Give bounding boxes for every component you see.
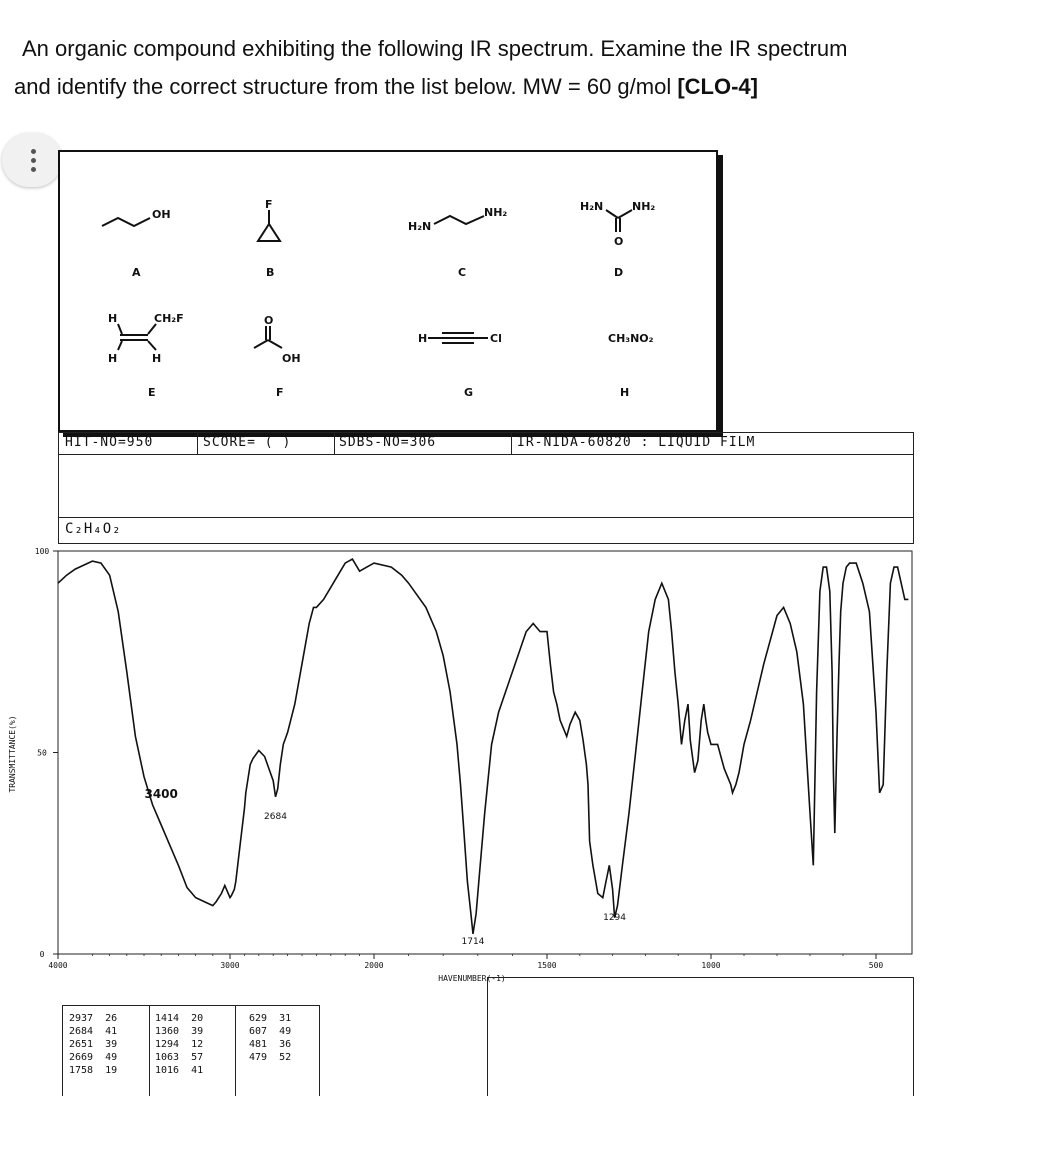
structure-label: NH₂: [484, 206, 508, 219]
peak-annotation: 1714: [461, 937, 485, 947]
peak-table-row: 2684 41: [69, 1026, 118, 1037]
peak-table-row: 2651 39: [69, 1039, 118, 1050]
header-formula-divider: [59, 517, 913, 518]
x-axis-label: HAVENUMBER(-1): [438, 974, 506, 983]
structure-e-bond: [148, 341, 156, 350]
score: SCORE= ( ): [203, 435, 292, 450]
structure-label: Cl: [490, 332, 502, 345]
y-axis-label: TRANSMITTANCE(%): [8, 715, 17, 793]
peak-table-row: 2669 49: [69, 1052, 118, 1063]
hit-number: HIT-NO=950: [65, 435, 154, 450]
structure-label: CH₃NO₂: [608, 332, 654, 345]
peak-annotation: 2684: [264, 812, 287, 822]
peak-table-divider: [149, 1006, 150, 1096]
peak-table-row: 481 36: [243, 1039, 292, 1050]
structure-f-bond: [268, 340, 282, 348]
structures-drawing: [60, 152, 716, 430]
x-tick-label: 4000: [48, 961, 68, 970]
peak-table-column: [155, 1012, 203, 1077]
structure-e-bond: [148, 324, 156, 334]
structure-label: NH₂: [632, 200, 656, 213]
x-tick-label: 3000: [220, 961, 240, 970]
peak-table-column: [243, 1012, 291, 1064]
structure-b-ring: [258, 224, 280, 241]
structure-label: H: [418, 332, 428, 345]
more-options-button[interactable]: [2, 133, 62, 187]
header-row-divider: [59, 454, 913, 455]
ir-nida-info: IR-NIDA-60820 : LIQUID FILM: [517, 435, 756, 450]
structure-letter: B: [266, 266, 275, 279]
peak-annotation: 3400: [144, 787, 178, 801]
x-tick-label: 2000: [364, 961, 384, 970]
structure-letter: E: [148, 386, 156, 399]
structure-letter: G: [464, 386, 474, 399]
structure-letter: D: [614, 266, 624, 279]
structure-a-bonds: [102, 218, 150, 226]
dot-icon: [31, 158, 36, 163]
structure-label: F: [265, 198, 273, 211]
question-line-2: [14, 74, 758, 99]
plot-frame: [58, 551, 912, 954]
structure-label: O: [614, 235, 624, 248]
structure-f-bond: [254, 340, 268, 348]
peak-table-row: 607 49: [243, 1026, 292, 1037]
structure-letter: C: [458, 266, 467, 279]
structure-letter: A: [132, 266, 141, 279]
peak-table-row: 1758 19: [69, 1065, 118, 1076]
peak-table-row: 1016 41: [155, 1065, 204, 1076]
header-divider: [334, 433, 335, 454]
y-tick-label: 50: [37, 748, 47, 758]
structure-label: CH₂F: [154, 312, 184, 325]
structure-label: H: [108, 352, 118, 365]
question-line-1: An organic compound exhibiting the following IR spectrum. Examine the IR spectrum: [22, 36, 848, 61]
structure-e-bond: [118, 341, 122, 350]
y-tick-label: 100: [34, 547, 50, 556]
structure-label: H: [108, 312, 118, 325]
structure-letter: H: [620, 386, 630, 399]
notes-box: [487, 977, 914, 1096]
structures-panel: [58, 150, 718, 432]
structure-label: H₂N: [580, 200, 604, 213]
peak-table-row: 1294 12: [155, 1039, 204, 1050]
question-text: [14, 30, 1044, 106]
header-divider: [197, 433, 198, 454]
peak-table-column: [69, 1012, 117, 1077]
transmittance-series-line: [58, 559, 908, 934]
peak-table-row: 1063 57: [155, 1052, 204, 1063]
x-tick-label: 1000: [701, 961, 721, 970]
structure-label: OH: [282, 352, 301, 365]
structure-letter: F: [276, 386, 284, 399]
peak-table-row: 479 52: [243, 1052, 292, 1063]
peak-table-row: 629 31: [243, 1013, 292, 1024]
structure-label: OH: [152, 208, 171, 221]
peak-table-divider: [235, 1006, 236, 1096]
y-tick-label: 0: [39, 950, 45, 959]
structure-d-bond-left: [606, 210, 618, 218]
structure-d-bond-right: [618, 210, 632, 218]
question-line-2-text: and identify the correct structure from the list below. MW = 60 g/mol: [14, 74, 678, 99]
structure-e-bond: [118, 324, 122, 334]
structure-label: H₂N: [408, 220, 432, 233]
question-clo-tag: [CLO-4]: [677, 74, 758, 99]
structure-c-bonds: [434, 216, 484, 224]
structure-label: O: [264, 314, 274, 327]
dot-icon: [31, 167, 36, 172]
peak-table: [62, 1005, 320, 1096]
peak-table-row: 1360 39: [155, 1026, 204, 1037]
structure-label: H: [152, 352, 162, 365]
x-tick-label: 500: [868, 961, 884, 970]
peak-table-row: 1414 20: [155, 1013, 204, 1024]
molecular-formula: C₂H₄O₂: [65, 521, 122, 537]
x-tick-label: 1500: [537, 961, 557, 970]
sdbs-number: SDBS-NO=306: [339, 435, 437, 450]
header-divider: [511, 433, 512, 454]
peak-table-row: 2937 26: [69, 1013, 118, 1024]
spectrum-header: [58, 432, 914, 544]
dot-icon: [31, 149, 36, 154]
peak-annotation: 1294: [603, 913, 627, 923]
